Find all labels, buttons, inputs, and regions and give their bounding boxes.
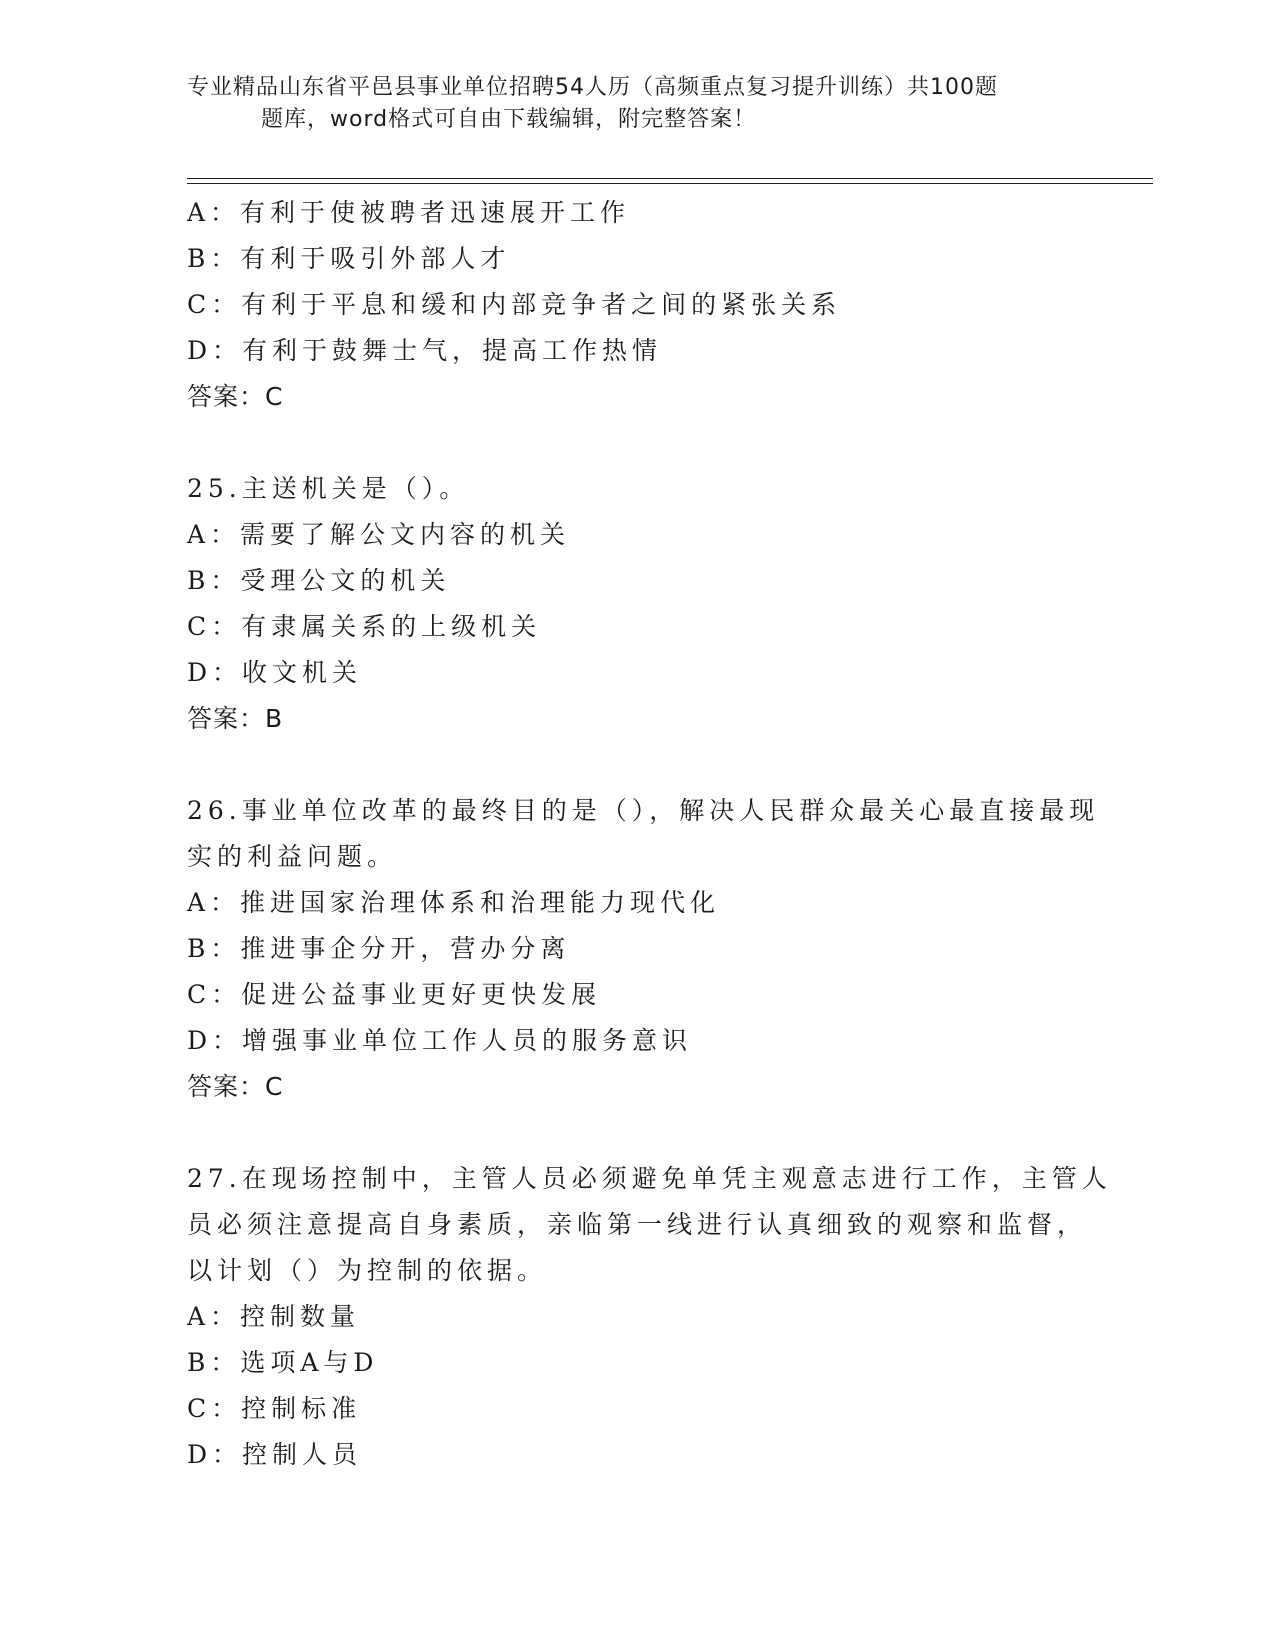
header-divider-bottom xyxy=(187,183,1153,184)
question-text: 25.主送机关是（）。 xyxy=(187,474,470,503)
option-a: A：需要了解公文内容的机关 xyxy=(187,520,571,549)
answer: 答案：C xyxy=(187,1072,284,1101)
question-text-line-2: 实的利益问题。 xyxy=(187,842,398,871)
option-b: B：选项A与D xyxy=(187,1348,379,1377)
spacer xyxy=(187,420,1087,466)
option-b: B：受理公文的机关 xyxy=(187,566,451,595)
option-d: D：收文机关 xyxy=(187,658,363,687)
option-d: D：控制人员 xyxy=(187,1440,363,1469)
question-text-line-1: 26.事业单位改革的最终目的是（），解决人民群众最关心最直接最现 xyxy=(187,796,1100,825)
option-b: B：有利于吸引外部人才 xyxy=(187,244,511,273)
option-b: B：推进事企分开，营办分离 xyxy=(187,934,571,963)
answer: 答案：B xyxy=(187,704,284,733)
option-a: A：推进国家治理体系和治理能力现代化 xyxy=(187,888,721,917)
question-24-continued xyxy=(187,190,1087,420)
option-d: D：有利于鼓舞士气，提高工作热情 xyxy=(187,336,663,365)
option-c: C：有隶属关系的上级机关 xyxy=(187,612,542,641)
question-text-line-1: 27.在现场控制中，主管人员必须避免单凭主观意志进行工作，主管人 xyxy=(187,1164,1112,1193)
question-27 xyxy=(187,1156,1112,1478)
question-text-line-3: 以计划（）为控制的依据。 xyxy=(187,1256,548,1285)
header-title-line-2: 题库，word格式可自由下载编辑，附完整答案！ xyxy=(261,107,757,132)
option-a: A：控制数量 xyxy=(187,1302,361,1331)
question-25 xyxy=(187,466,1087,742)
question-text-line-2: 员必须注意提高自身素质，亲临第一线进行认真细致的观察和监督， xyxy=(187,1210,1088,1239)
header-divider-top xyxy=(187,178,1153,179)
spacer xyxy=(187,742,1087,788)
option-c: C：促进公益事业更好更快发展 xyxy=(187,980,602,1009)
question-list xyxy=(187,190,1112,1478)
document-header xyxy=(187,72,1087,136)
option-c: C：有利于平息和缓和内部竞争者之间的紧张关系 xyxy=(187,290,842,319)
option-a: A：有利于使被聘者迅速展开工作 xyxy=(187,198,631,227)
option-d: D：增强事业单位工作人员的服务意识 xyxy=(187,1026,693,1055)
spacer xyxy=(187,1110,1087,1156)
question-26 xyxy=(187,788,1100,1110)
header-title-line-1: 专业精品山东省平邑县事业单位招聘54人历（高频重点复习提升训练）共100题 xyxy=(187,75,998,100)
answer: 答案：C xyxy=(187,382,284,411)
option-c: C：控制标准 xyxy=(187,1394,362,1423)
